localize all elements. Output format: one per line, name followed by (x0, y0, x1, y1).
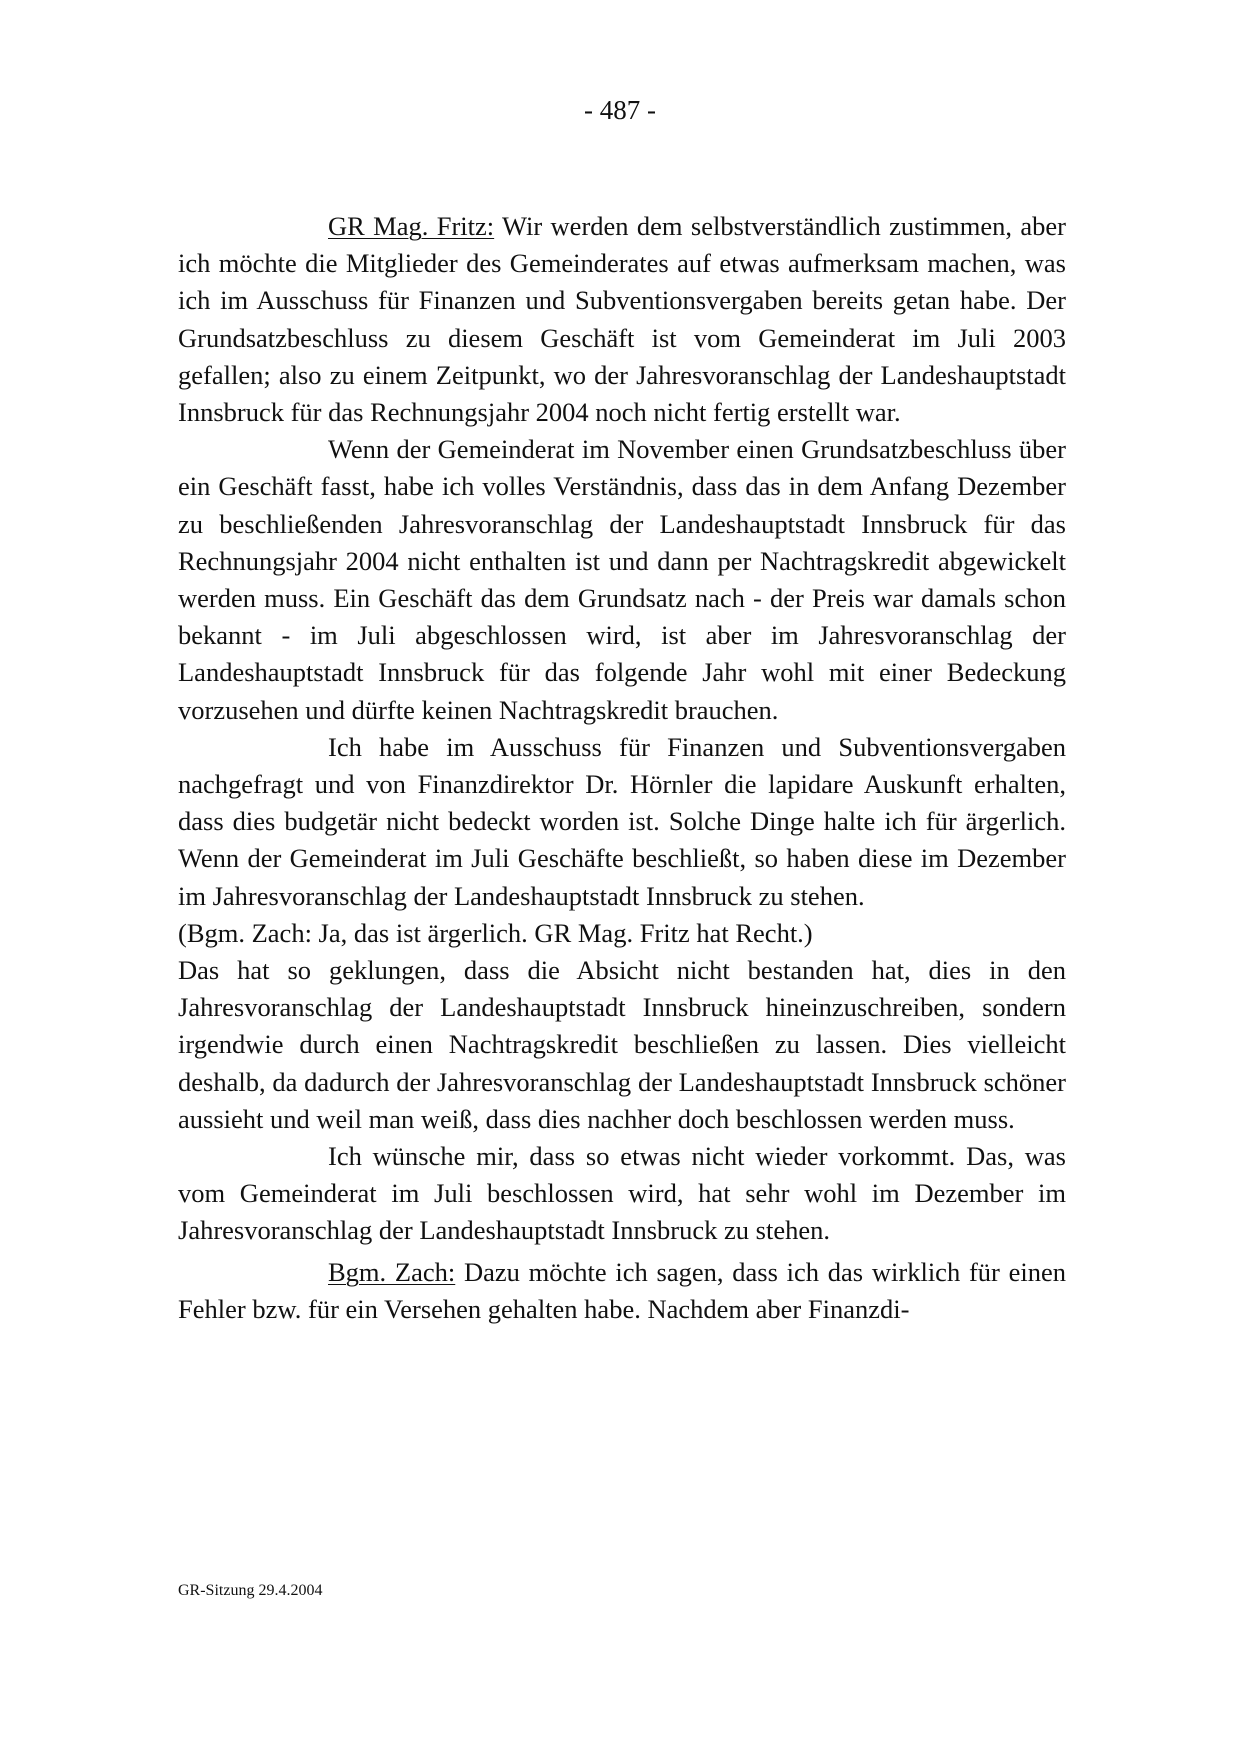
document-body (178, 208, 1066, 1328)
paragraph (178, 431, 1066, 729)
paragraph (178, 1138, 1066, 1250)
paragraph-zach-statement (178, 1254, 1066, 1328)
paragraph-text: Ich wünsche mir, dass so etwas nicht wieder vorkommt. Das, was vom Gemeinderat im Juli beschlossen wird, hat sehr wohl im Dezember im Jahresvoranschlag der Landeshauptstadt Innsbruck zu stehen. (178, 1141, 1066, 1246)
paragraph (178, 952, 1066, 1138)
page-number: - 487 - (584, 95, 656, 125)
paragraph (178, 729, 1066, 915)
interjection-text: (Bgm. Zach: Ja, das ist ärgerlich. GR Mag. Fritz hat Recht.) (178, 917, 813, 948)
paragraph-fritz-statement (178, 208, 1066, 431)
footer-session-label: GR-Sitzung 29.4.2004 (178, 1582, 323, 1599)
paragraph-text: Ich habe im Ausschuss für Finanzen und Subventionsvergaben nachgefragt und von Finanzdirektor Dr. Hörnler die lapidare Auskunft erhalten, dass dies budgetär nicht bedeckt worden ist. Solche Dinge halte ich für ärgerlich. Wenn der Gemeinderat im Juli Geschäfte beschließt, so haben diese im Dezember im Jahresvoranschlag der Landeshauptstadt Innsbruck zu stehen. (178, 731, 1066, 911)
paragraph-text: Wir werden dem selbstverständlich zustimmen, aber ich möchte die Mitglieder des Gemeinderates auf etwas aufmerksam machen, was ich im Ausschuss für Finanzen und Subventionsvergaben bereits getan habe. Der Grundsatzbeschluss zu diesem Geschäft ist vom Gemeinderat im Juli 2003 gefallen; also zu einem Zeitpunkt, wo der Jahresvoranschlag der Landeshauptstadt Innsbruck für das Rechnungsjahr 2004 noch nicht fertig erstellt war. (178, 211, 1066, 428)
speaker-label: GR Mag. Fritz: (328, 211, 495, 241)
speaker-label: Bgm. Zach: (328, 1256, 456, 1287)
paragraph-text: Wenn der Gemeinderat im November einen Grundsatzbeschluss über ein Geschäft fasst, habe ich volles Verständnis, dass das in dem Anfang Dezember zu beschließenden Jahresvoranschlag der Landeshauptstadt Innsbruck für das Rechnungsjahr 2004 nicht enthalten ist und dann per Nachtragskredit abgewickelt werden muss. Ein Geschäft das dem Grundsatz nach - der Preis war damals schon bekannt - im Juli abgeschlossen wird, ist aber im Jahresvoranschlag der Landeshauptstadt Innsbruck für das folgende Jahr wohl mit einer Bedeckung vorzusehen und dürfte keinen Nachtragskredit brauchen. (178, 434, 1066, 725)
interjection (178, 915, 1066, 952)
paragraph-text: Dazu möchte ich sagen, dass ich das wirklich für einen Fehler bzw. für ein Versehen gehalten habe. Nachdem aber Finanzdi- (178, 1256, 1066, 1324)
paragraph-text: Das hat so geklungen, dass die Absicht nicht bestanden hat, dies in den Jahresvoranschlag der Landeshauptstadt Innsbruck hineinzuschreiben, sondern irgendwie durch einen Nachtragskredit beschließen zu lassen. Dies vielleicht deshalb, da dadurch der Jahresvoranschlag der Landeshauptstadt Innsbruck schöner aussieht und weil man weiß, dass dies nachher doch beschlossen werden muss. (178, 955, 1066, 1134)
